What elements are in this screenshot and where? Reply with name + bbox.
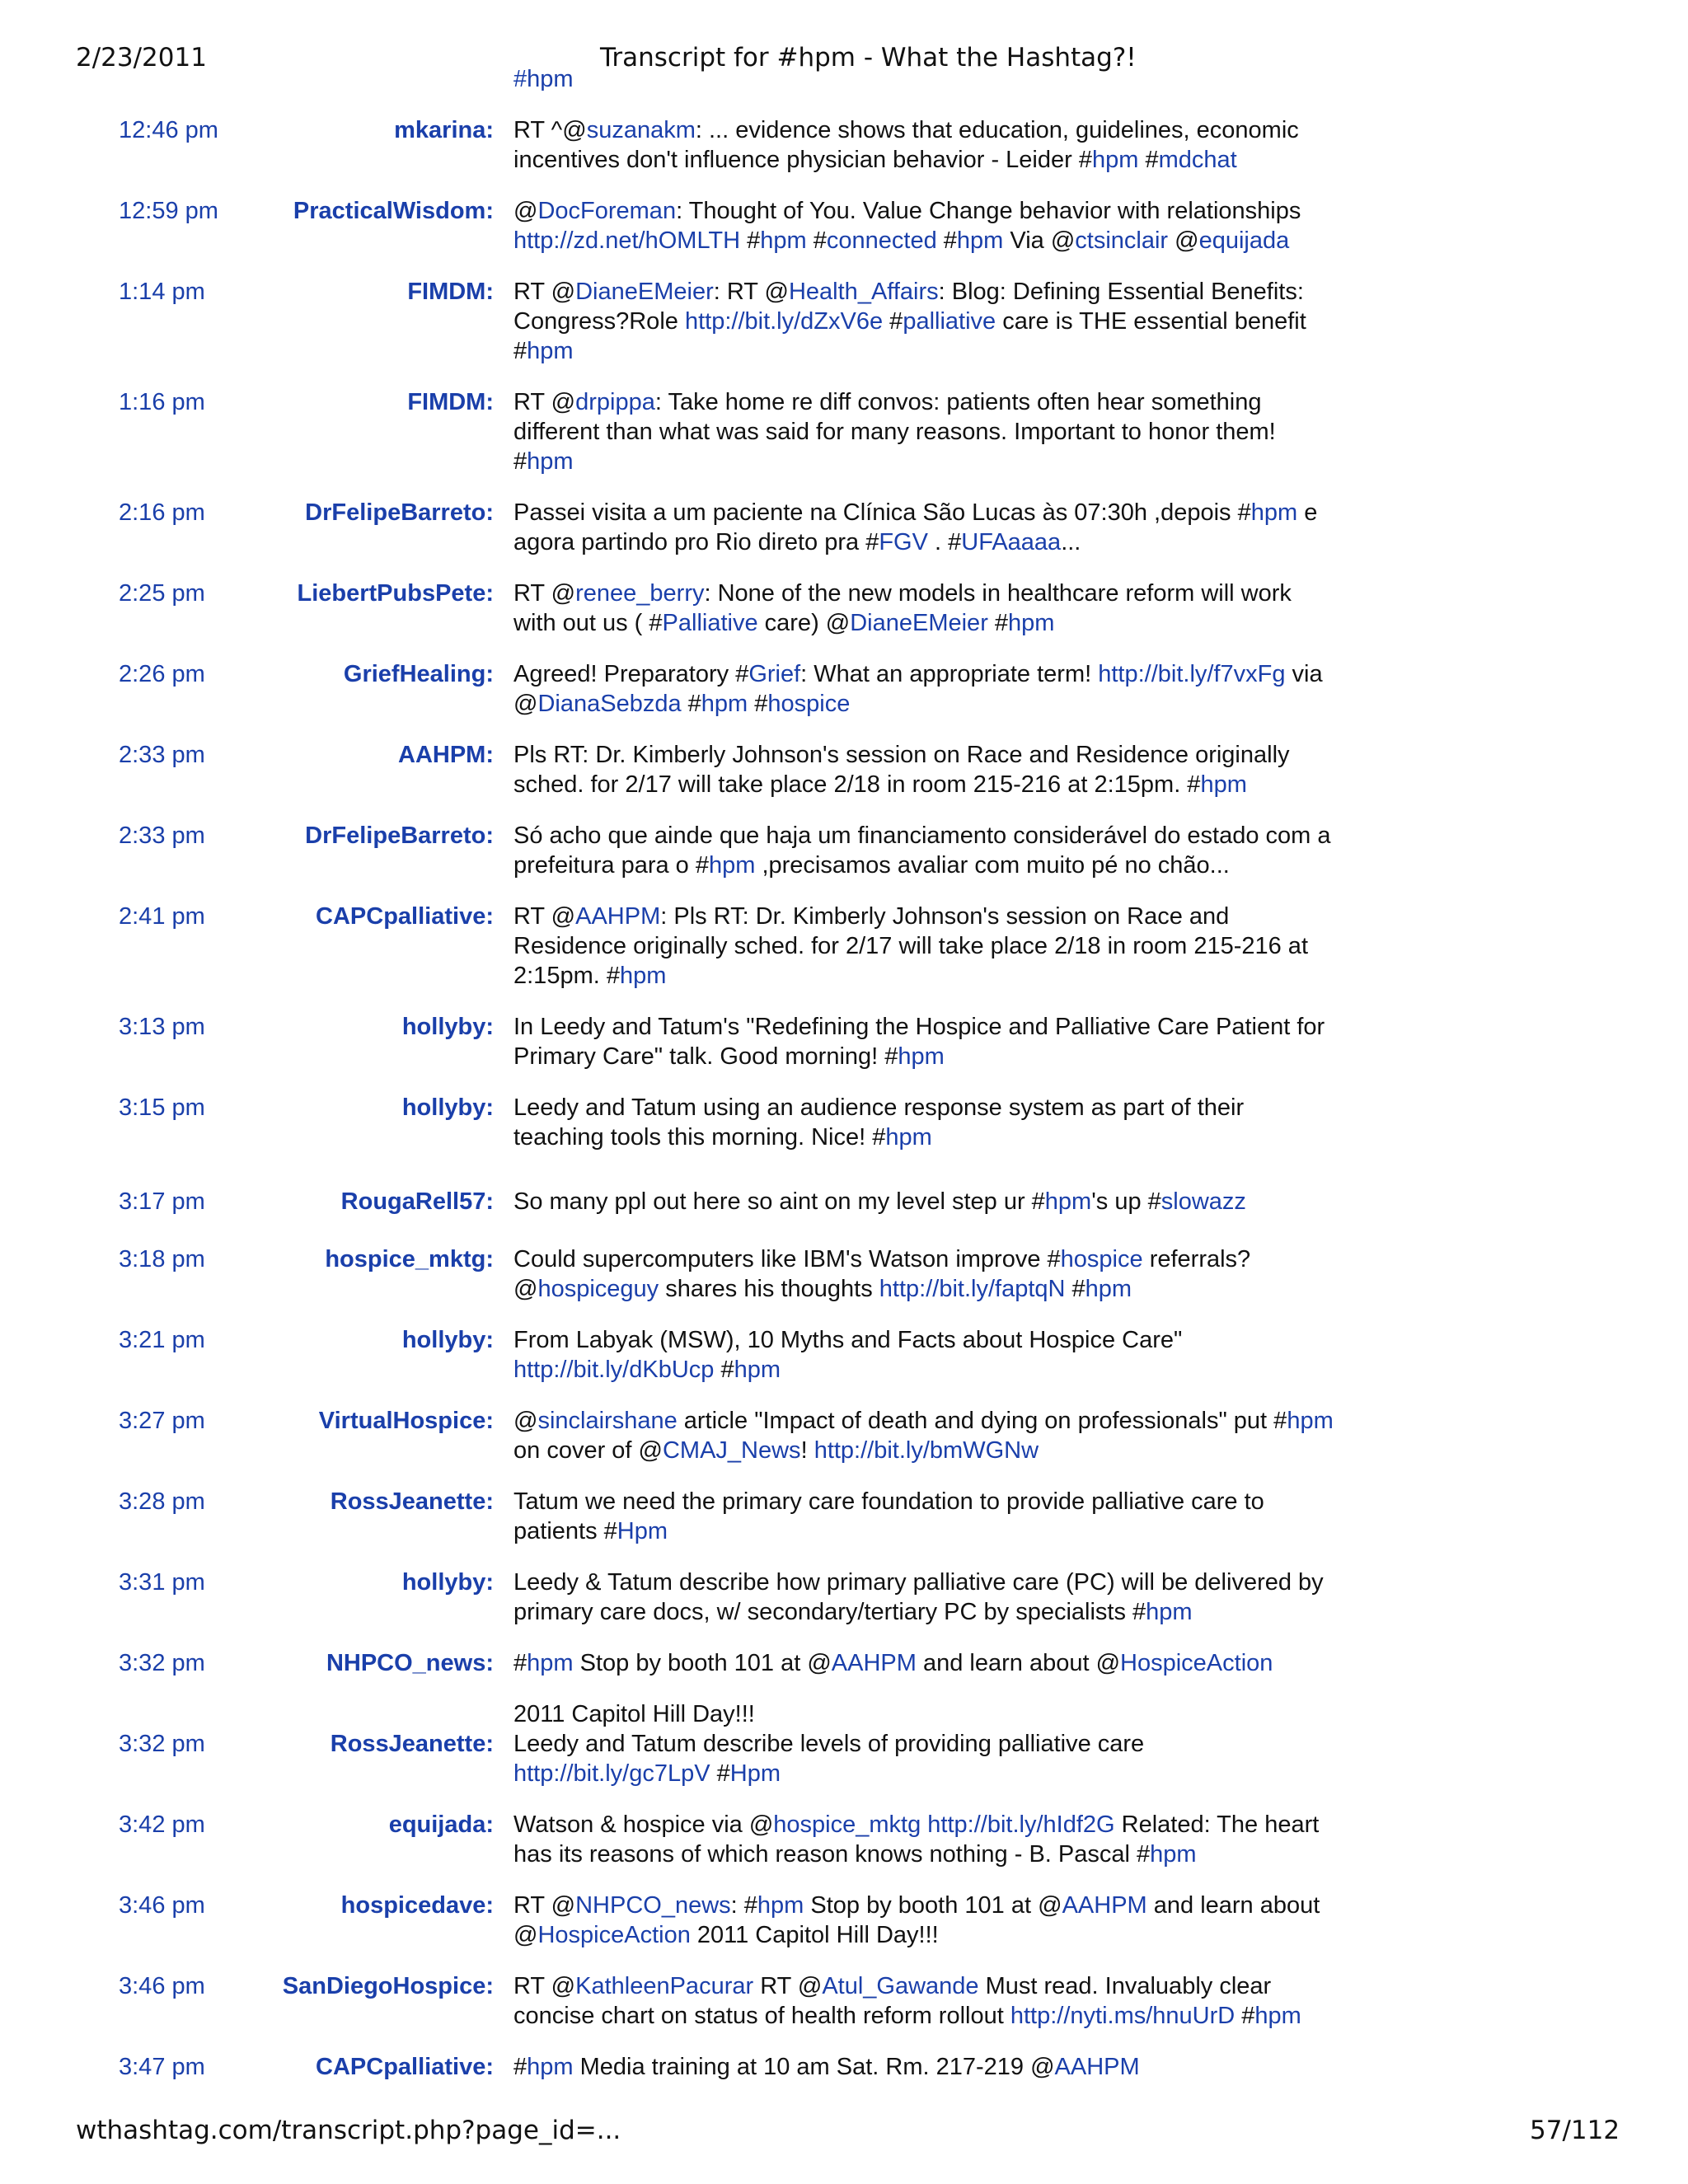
inline-link[interactable]: http://bit.ly/f7vxFg — [1098, 661, 1286, 687]
header-date: 2/23/2011 — [76, 43, 207, 73]
tweet-time-link[interactable]: 3:42 pm — [119, 1811, 205, 1838]
inline-link[interactable]: renee_berry — [575, 580, 705, 607]
inline-link[interactable]: hpm — [956, 227, 1004, 254]
footer-url: wthashtag.com/transcript.php?page_id=... — [76, 2116, 621, 2145]
inline-link[interactable]: AAHPM — [831, 1650, 917, 1676]
tweet-message — [513, 1891, 1338, 1950]
message-text: Agreed! Preparatory # — [513, 661, 749, 687]
message-text: Via @ — [1003, 227, 1076, 254]
wrapped-prior-text: 2011 Capitol Hill Day!!! — [513, 1701, 755, 1727]
tweet-time-link[interactable]: 1:14 pm — [119, 279, 205, 305]
inline-link[interactable]: Atul_Gawande — [822, 1973, 979, 1999]
inline-link[interactable]: http://bit.ly/dZxV6e — [684, 308, 884, 335]
message-text: ... — [1061, 529, 1081, 555]
inline-link[interactable]: hospice_mktg — [773, 1811, 921, 1838]
message-text: 's up # — [1091, 1188, 1161, 1215]
message-text: Só acho que ainde que haja um financiamento considerável do estado com a prefeitura para o # — [513, 823, 1331, 879]
message-text: : RT @ — [713, 279, 789, 305]
header-title: Transcript for #hpm - What the Hashtag?! — [600, 43, 1137, 73]
message-text: : ... evidence shows that education, guidelines, economic incentives don't influence physician behavior - Leider # — [513, 117, 1299, 173]
tweet-user-link[interactable]: VirtualHospice: — [318, 1408, 494, 1434]
tweet-user-link[interactable]: DrFelipeBarreto: — [305, 823, 494, 849]
transcript-row — [0, 740, 1688, 799]
transcript-row — [0, 1244, 1688, 1304]
inline-link[interactable]: hpm — [1287, 1408, 1334, 1434]
inline-link[interactable]: hpm — [619, 963, 667, 989]
message-text: # — [513, 1650, 528, 1676]
tweet-user-link[interactable]: RossJeanette: — [330, 1731, 494, 1757]
tweet-message — [513, 1244, 1338, 1304]
message-text: # — [806, 227, 827, 254]
message-text: care is THE essential benefit # — [513, 308, 1306, 364]
transcript-row — [0, 1487, 1688, 1546]
message-text: : Take home re diff convos: patients often hear something different than what was said for many reasons. Important to honor them! # — [513, 389, 1276, 475]
inline-link[interactable]: ctsinclair — [1075, 227, 1169, 254]
message-text: Pls RT: Dr. Kimberly Johnson's session on Race and Residence originally sched. for 2/17 will take place 2/18 in room 215-216 at 2:15pm. # — [513, 742, 1290, 798]
message-text: # — [1138, 147, 1159, 173]
inline-link[interactable]: http://bit.ly/dKbUcp — [513, 1357, 715, 1383]
message-text: on cover of @ — [513, 1437, 663, 1464]
inline-link[interactable]: hpm — [757, 1892, 804, 1919]
tweet-message — [513, 1648, 1338, 1678]
tweet-user-link[interactable]: hollyby: — [401, 1094, 494, 1121]
tweet-message — [513, 498, 1338, 557]
tweet-time-link[interactable]: 2:16 pm — [119, 499, 205, 526]
transcript-row — [0, 1406, 1688, 1465]
inline-link[interactable]: hpm — [527, 338, 574, 364]
tweet-user-link[interactable]: hollyby: — [401, 1569, 494, 1596]
message-text: Related: The heart has its reasons of which reason knows nothing - B. Pascal # — [513, 1811, 1320, 1868]
message-text: Watson & hospice via @ — [513, 1811, 774, 1838]
tweet-message — [513, 740, 1338, 799]
inline-link[interactable]: hpm — [898, 1043, 945, 1070]
message-text: via @ — [513, 661, 1323, 717]
inline-link[interactable]: hpm — [1254, 2003, 1301, 2029]
footer-page-number: 57/112 — [1530, 2116, 1620, 2145]
message-text: In Leedy and Tatum's "Redefining the Hospice and Palliative Care Patient for Primary Care" talk. Good morning! # — [513, 1014, 1325, 1070]
inline-link[interactable]: hpm — [1150, 1841, 1197, 1868]
message-text: Passei visita a um paciente na Clínica São Lucas às 07:30h ,depois # — [513, 499, 1251, 526]
message-text: Media training at 10 am Sat. Rm. 217-219 @ — [573, 2054, 1055, 2080]
message-text: RT @ — [513, 389, 576, 415]
tweet-user-link[interactable]: hospicedave: — [340, 1892, 494, 1919]
transcript-row — [0, 196, 1688, 255]
inline-link[interactable]: http://bit.ly/gc7LpV — [513, 1760, 710, 1787]
tweet-time-link[interactable]: 3:31 pm — [119, 1569, 205, 1596]
inline-link[interactable]: Grief — [748, 661, 801, 687]
tweet-user-link[interactable]: RossJeanette: — [330, 1488, 494, 1515]
tweet-time-link[interactable]: 2:25 pm — [119, 580, 205, 607]
inline-link[interactable]: hpm — [1044, 1188, 1092, 1215]
tweet-time-link[interactable]: 3:46 pm — [119, 1892, 205, 1919]
inline-link[interactable]: http://bit.ly/faptqN — [879, 1276, 1066, 1302]
transcript-row — [0, 1891, 1688, 1950]
message-text: and learn about @ — [513, 1892, 1320, 1948]
transcript-row — [0, 659, 1688, 719]
message-text: Leedy and Tatum describe levels of providing palliative care — [513, 1731, 1145, 1757]
message-text: Leedy and Tatum using an audience response system as part of their teaching tools this morning. Nice! # — [513, 1094, 1245, 1151]
inline-link[interactable]: hpm — [760, 227, 807, 254]
message-text: : # — [730, 1892, 757, 1919]
tweet-message — [513, 1487, 1338, 1546]
message-text: Leedy & Tatum describe how primary palliative care (PC) will be delivered by primary care docs, w/ secondary/tertiary PC by specialists # — [513, 1569, 1324, 1625]
message-text: Tatum we need the primary care foundation to provide palliative care to patients # — [513, 1488, 1264, 1544]
tweet-user-link[interactable]: GriefHealing: — [343, 661, 494, 687]
tweet-time-link[interactable]: 3:13 pm — [119, 1014, 205, 1040]
tweet-user-link[interactable]: mkarina: — [394, 117, 494, 143]
inline-link[interactable]: hpm — [708, 852, 756, 879]
inline-link[interactable]: http://bit.ly/bmWGNw — [814, 1437, 1039, 1464]
tweet-user-link[interactable]: FIMDM: — [407, 389, 494, 415]
inline-link[interactable]: http://zd.net/hOMLTH — [513, 227, 741, 254]
inline-link[interactable]: hpm — [1091, 147, 1139, 173]
message-text: article "Impact of death and dying on professionals" put # — [677, 1408, 1287, 1434]
tweet-time-link[interactable]: 3:27 pm — [119, 1408, 205, 1434]
tweet-user-link[interactable]: LiebertPubsPete: — [297, 580, 494, 607]
tweet-user-link[interactable]: NHPCO_news: — [326, 1650, 494, 1676]
message-text: RT @ — [513, 1892, 576, 1919]
tweet-time-link[interactable]: 3:18 pm — [119, 1246, 205, 1272]
message-text: @ — [513, 198, 538, 224]
message-text: # — [714, 1357, 734, 1383]
inline-link[interactable]: DianaSebzda — [537, 691, 682, 717]
tweet-message — [513, 1406, 1338, 1465]
tweet-user-link[interactable]: CAPCpalliative: — [316, 2054, 494, 2080]
inline-link[interactable]: http://bit.ly/hIdf2G — [927, 1811, 1115, 1838]
inline-link[interactable]: hospice — [1060, 1246, 1143, 1272]
tweet-user-link[interactable]: SanDiegoHospice: — [282, 1973, 494, 1999]
inline-link[interactable]: hospice — [767, 691, 851, 717]
inline-link[interactable]: drpippa — [575, 389, 655, 415]
tweet-time-link[interactable]: 2:26 pm — [119, 661, 205, 687]
inline-link[interactable]: slowazz — [1160, 1188, 1246, 1215]
tweet-user-link[interactable]: FIMDM: — [407, 279, 494, 305]
tweet-user-link[interactable]: CAPCpalliative: — [316, 903, 494, 930]
message-text: RT @ — [753, 1973, 823, 1999]
message-text: # — [1065, 1276, 1085, 1302]
message-text: shares his thoughts — [659, 1276, 879, 1302]
inline-link[interactable]: Hpm — [617, 1518, 668, 1544]
tweet-user-link[interactable]: hollyby: — [401, 1014, 494, 1040]
tweet-message — [513, 1971, 1338, 2031]
transcript-row — [0, 2052, 1688, 2082]
tweet-time-link[interactable]: 1:16 pm — [119, 389, 205, 415]
message-text: ,precisamos avaliar com muito pé no chão... — [755, 852, 1230, 879]
message-text: # — [987, 610, 1009, 636]
message-text: # — [710, 1760, 730, 1787]
tweet-user-link[interactable]: hollyby: — [401, 1327, 494, 1353]
message-text: : Thought of You. Value Change behavior with relationships — [676, 198, 1301, 224]
message-text: and learn about @ — [916, 1650, 1121, 1676]
inline-link[interactable]: hpm — [527, 2054, 574, 2080]
inline-link[interactable]: AAHPM — [575, 903, 661, 930]
inline-link[interactable]: hpm — [885, 1124, 932, 1151]
inline-link[interactable]: sinclairshane — [537, 1408, 678, 1434]
transcript-row — [0, 115, 1688, 175]
tweet-time-link[interactable]: 3:21 pm — [119, 1327, 205, 1353]
message-text: From Labyak (MSW), 10 Myths and Facts about Hospice Care" — [513, 1327, 1183, 1353]
tweet-user-link[interactable]: hospice_mktg: — [325, 1246, 494, 1272]
tweet-message — [513, 1568, 1338, 1627]
inline-link[interactable]: hpm — [1146, 1599, 1193, 1625]
inline-link[interactable]: DocForeman — [537, 198, 677, 224]
tweet-time-link[interactable]: 3:17 pm — [119, 1188, 205, 1215]
message-text: 2011 Capitol Hill Day!!! — [690, 1922, 939, 1948]
tweet-message — [513, 579, 1338, 638]
tweet-message — [513, 902, 1338, 991]
inline-link[interactable]: hpm — [527, 1650, 574, 1676]
tweet-message — [513, 1699, 1338, 1788]
inline-link[interactable]: HospiceAction — [1120, 1650, 1273, 1676]
spillover-text[interactable]: #hpm — [513, 66, 574, 91]
message-text: So many ppl out here so aint on my level step ur # — [513, 1188, 1045, 1215]
inline-link[interactable]: UFAaaaa — [961, 529, 1062, 555]
message-text: . # — [927, 529, 962, 555]
tweet-message — [513, 196, 1338, 255]
message-text: Must read. Invaluably clear concise chart on status of health reform rollout — [513, 1973, 1272, 2029]
inline-link[interactable]: equijada — [1198, 227, 1290, 254]
transcript-row — [0, 387, 1688, 476]
tweet-message — [513, 277, 1338, 366]
message-text: : Blog: Defining Essential Benefits: Congress?Role — [513, 279, 1304, 335]
message-text: care) @ — [757, 610, 851, 636]
tweet-time-link[interactable]: 3:32 pm — [119, 1650, 205, 1676]
transcript-row — [0, 1093, 1688, 1152]
inline-link[interactable]: connected — [826, 227, 937, 254]
inline-link[interactable]: HospiceAction — [537, 1922, 691, 1948]
message-text: : Pls RT: Dr. Kimberly Johnson's session on Race and Residence originally sched. for 2/17 will take place 2/18 in room 215-216 at 2:15pm. # — [513, 903, 1308, 989]
message-text: RT ^@ — [513, 117, 587, 143]
tweet-message — [513, 2052, 1338, 2082]
transcript-row — [0, 1648, 1688, 1678]
inline-link[interactable]: hpm — [1200, 771, 1247, 798]
tweet-message — [513, 115, 1338, 175]
inline-link[interactable]: Palliative — [662, 610, 758, 636]
message-text: ! — [800, 1437, 814, 1464]
tweet-time-link[interactable]: 12:46 pm — [119, 117, 218, 143]
tweet-message — [513, 1325, 1338, 1385]
message-text: RT @ — [513, 903, 576, 930]
tweet-time-link[interactable]: 2:33 pm — [119, 823, 205, 849]
message-text: # — [748, 691, 768, 717]
tweet-message — [513, 821, 1338, 880]
tweet-time-link[interactable]: 2:33 pm — [119, 742, 205, 768]
inline-link[interactable]: Hpm — [729, 1760, 781, 1787]
transcript-row — [0, 1810, 1688, 1869]
tweet-user-link[interactable]: RougaRell57: — [340, 1188, 494, 1215]
inline-link[interactable]: AAHPM — [1054, 2054, 1140, 2080]
message-text: # — [1235, 2003, 1255, 2029]
inline-link[interactable]: AAHPM — [1062, 1892, 1147, 1919]
message-text: referrals? @ — [513, 1246, 1251, 1302]
message-text: Could supercomputers like IBM's Watson improve # — [513, 1246, 1061, 1272]
inline-link[interactable]: DianeEMeier — [850, 610, 988, 636]
tweet-time-link[interactable]: 3:46 pm — [119, 1973, 205, 1999]
transcript-row — [0, 821, 1688, 880]
inline-link[interactable]: http://nyti.ms/hnuUrD — [1010, 2003, 1236, 2029]
message-text: e agora partindo pro Rio direto pra # — [513, 499, 1318, 555]
message-text: RT @ — [513, 279, 576, 305]
inline-link[interactable]: DianeEMeier — [575, 279, 714, 305]
transcript-row — [0, 1971, 1688, 2031]
tweet-time-link[interactable]: 12:59 pm — [119, 198, 218, 224]
tweet-message — [513, 1012, 1338, 1071]
inline-link[interactable]: Health_Affairs — [788, 279, 939, 305]
inline-link[interactable]: palliative — [903, 308, 996, 335]
message-text: RT @ — [513, 1973, 576, 1999]
transcript-row — [0, 1568, 1688, 1627]
message-text: : None of the new models in healthcare reform will work with out us ( # — [513, 580, 1292, 636]
message-text: : What an appropriate term! — [800, 661, 1099, 687]
inline-link[interactable]: mdchat — [1158, 147, 1237, 173]
inline-link[interactable]: CMAJ_News — [662, 1437, 801, 1464]
transcript-row — [0, 1187, 1688, 1216]
inline-link[interactable]: FGV — [879, 529, 928, 555]
message-text: # — [740, 227, 761, 254]
inline-link[interactable]: hpm — [1085, 1276, 1132, 1302]
inline-link[interactable]: NHPCO_news — [575, 1892, 731, 1919]
message-text: @ — [513, 1408, 538, 1434]
transcript-row — [0, 902, 1688, 991]
transcript-row — [0, 1325, 1688, 1385]
inline-link[interactable]: hospiceguy — [537, 1276, 659, 1302]
message-text: # — [883, 308, 903, 335]
inline-link[interactable]: hpm — [1250, 499, 1298, 526]
inline-link[interactable]: hpm — [527, 448, 574, 475]
inline-link[interactable]: hpm — [701, 691, 748, 717]
tweet-message — [513, 1093, 1338, 1152]
tweet-time-link[interactable]: 3:32 pm — [119, 1731, 205, 1757]
tweet-user-link[interactable]: DrFelipeBarreto: — [305, 499, 494, 526]
tweet-message — [513, 1810, 1338, 1869]
tweet-time-link[interactable]: 2:41 pm — [119, 903, 205, 930]
transcript-row — [0, 1012, 1688, 1071]
inline-link[interactable]: hpm — [734, 1357, 781, 1383]
message-text: # — [681, 691, 701, 717]
message-text: # — [513, 2054, 528, 2080]
tweet-user-link[interactable]: PracticalWisdom: — [293, 198, 494, 224]
tweet-time-link[interactable]: 3:15 pm — [119, 1094, 205, 1121]
tweet-time-link[interactable]: 3:47 pm — [119, 2054, 205, 2080]
tweet-message — [513, 387, 1338, 476]
message-text: @ — [1168, 227, 1199, 254]
transcript-row — [0, 579, 1688, 638]
message-text: RT @ — [513, 580, 576, 607]
tweet-user-link[interactable]: equijada: — [388, 1811, 494, 1838]
tweet-message — [513, 659, 1338, 719]
tweet-user-link[interactable]: AAHPM: — [398, 742, 494, 768]
transcript-row — [0, 498, 1688, 557]
inline-link[interactable]: hpm — [1008, 610, 1055, 636]
message-text: Stop by booth 101 at @ — [804, 1892, 1062, 1919]
transcript-row — [0, 1699, 1688, 1788]
message-text: # — [936, 227, 957, 254]
inline-link[interactable]: KathleenPacurar — [575, 1973, 754, 1999]
inline-link[interactable]: suzanakm — [586, 117, 696, 143]
message-text: Stop by booth 101 at @ — [573, 1650, 832, 1676]
tweet-time-link[interactable]: 3:28 pm — [119, 1488, 205, 1515]
tweet-message — [513, 1187, 1338, 1216]
transcript-row — [0, 277, 1688, 366]
